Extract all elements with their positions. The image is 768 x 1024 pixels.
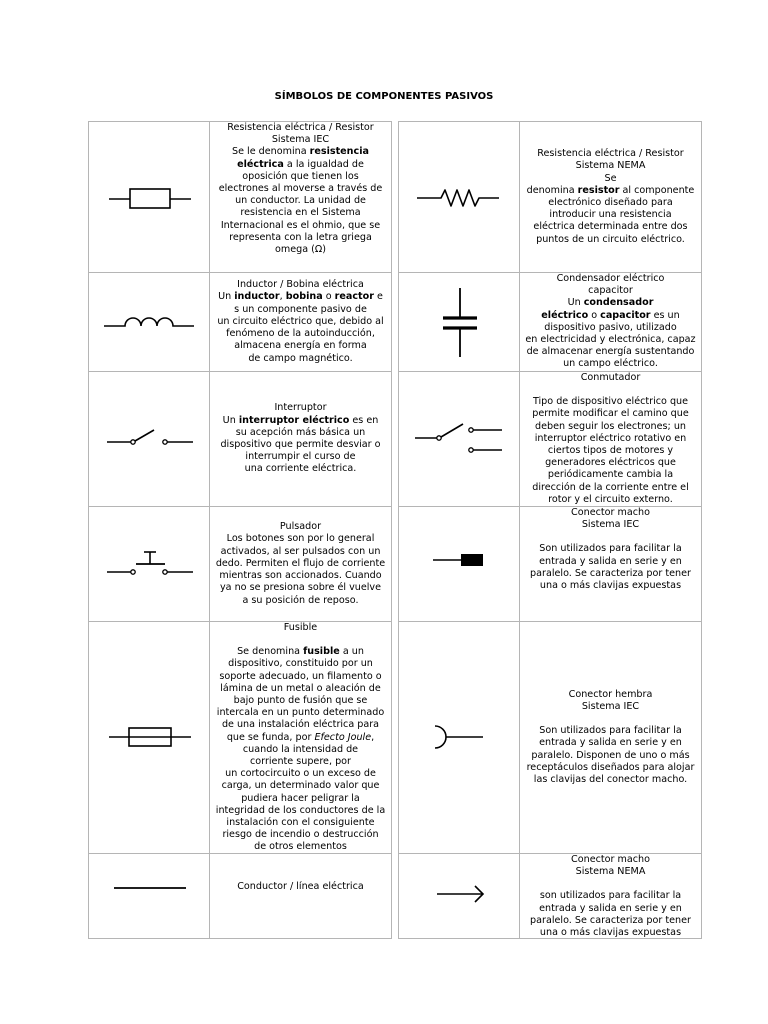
text-run: fenómeno de la autoinducción, xyxy=(226,328,375,340)
text-run: Sistema IEC xyxy=(581,519,640,531)
text-run: activados, al ser pulsados con un xyxy=(220,545,381,557)
text-run: receptáculos diseñados para alojar xyxy=(526,761,695,773)
text-line xyxy=(522,185,699,197)
text-run: puntos de un circuito eléctrico. xyxy=(536,233,685,245)
text-line xyxy=(212,671,389,683)
text-line xyxy=(212,707,389,719)
text-run: Conector macho xyxy=(571,507,650,518)
text-run: Son utilizados para facilitar la xyxy=(539,543,682,555)
text-line xyxy=(522,148,699,160)
table-row xyxy=(89,622,391,854)
text-line xyxy=(212,732,389,744)
text-line xyxy=(212,582,389,594)
text-run: Un xyxy=(218,291,235,303)
text-line xyxy=(522,358,699,370)
text-run: entrada y salida en serie y en xyxy=(539,902,682,914)
text-run: las clavijas del conector macho. xyxy=(533,774,688,785)
text-run: , xyxy=(279,291,286,303)
text-line xyxy=(522,519,699,531)
text-line xyxy=(212,768,389,780)
desc-inductor xyxy=(210,273,391,371)
text-line xyxy=(212,756,389,768)
text-line xyxy=(522,580,699,592)
text-run: entrada y salida en serie y en xyxy=(539,555,682,567)
text-line xyxy=(522,482,699,494)
text-run: capacitor xyxy=(588,285,633,297)
text-line xyxy=(522,445,699,457)
text-run: Efecto Joule xyxy=(314,731,372,743)
text-line xyxy=(212,719,389,731)
text-run: una corriente eléctrica. xyxy=(244,463,357,475)
conductor-line-icon xyxy=(89,854,210,938)
male-connector-nema-icon xyxy=(399,854,520,938)
text-line xyxy=(522,173,699,185)
bold-term: inductor xyxy=(234,291,280,303)
desc-fusible xyxy=(210,622,391,853)
push-button-icon xyxy=(89,507,210,621)
text-line xyxy=(212,841,389,853)
text-line xyxy=(212,805,389,817)
text-run: generadores eléctricos que xyxy=(545,457,676,469)
text-line xyxy=(522,701,699,713)
text-run: introducir una resistencia xyxy=(549,209,672,221)
text-line xyxy=(522,866,699,878)
bold-term: eléctrico xyxy=(541,309,589,321)
text-run: , xyxy=(371,731,375,743)
text-line xyxy=(522,878,699,890)
text-run: Inductor / Bobina eléctrica xyxy=(237,279,364,291)
page-title: SÍMBOLOS DE COMPONENTES PASIVOS xyxy=(274,91,494,102)
text-run: e xyxy=(373,291,383,303)
bold-term: condensador xyxy=(583,297,654,309)
text-line xyxy=(212,521,389,533)
bold-term: bobina xyxy=(285,291,323,303)
table-row xyxy=(399,622,701,854)
text-run: electrones al moverse a través de xyxy=(218,183,383,195)
text-line xyxy=(212,439,389,451)
text-run: una o más clavijas expuestas xyxy=(539,580,682,592)
desc-pulsador xyxy=(210,507,391,621)
text-run: Resistencia eléctrica / Resistor xyxy=(227,122,374,133)
text-run: dispositivo que permite desviar o xyxy=(220,439,381,450)
table-row xyxy=(89,122,391,273)
text-run: Sistema IEC xyxy=(271,134,330,146)
text-line xyxy=(212,353,389,365)
text-line xyxy=(212,340,389,352)
text-run: es en xyxy=(349,414,379,426)
text-run: un circuito eléctrico que, debido al xyxy=(217,315,384,327)
text-line xyxy=(212,451,389,463)
text-run: Interruptor xyxy=(274,402,327,414)
table-row xyxy=(89,273,391,372)
text-run: dedo. Permiten el flujo de corriente xyxy=(215,557,386,569)
text-run: Se xyxy=(604,172,617,184)
text-run: periódicamente cambia la xyxy=(547,469,674,481)
text-run: Condensador eléctrico xyxy=(556,273,665,284)
text-run: riesgo de incendio o destrucción xyxy=(222,829,379,841)
text-line xyxy=(212,570,389,582)
text-line xyxy=(212,402,389,414)
text-run: electrónico diseñado para xyxy=(548,197,673,208)
text-run: Conector hembra xyxy=(568,688,653,700)
text-line xyxy=(522,915,699,927)
text-run: dispositivo, constituido por un xyxy=(228,658,373,670)
text-run: Un xyxy=(567,297,584,309)
text-line xyxy=(212,683,389,695)
text-run: ciertos tipos de motores y xyxy=(547,445,674,457)
resistor-nema-icon xyxy=(399,122,520,272)
text-run: de una instalación eléctrica para xyxy=(221,719,380,731)
text-run: dispositivo pasivo, utilizado xyxy=(544,321,677,333)
text-line xyxy=(212,207,389,219)
text-run: integridad de los conductores de la xyxy=(215,804,386,816)
text-line xyxy=(522,774,699,786)
text-run: a la igualdad de xyxy=(283,158,364,170)
text-line xyxy=(522,762,699,774)
text-line xyxy=(212,159,389,171)
table-row xyxy=(399,507,701,622)
text-run: Fusible xyxy=(283,622,318,633)
text-line xyxy=(212,279,389,291)
text-run: dirección de la corriente entre el xyxy=(532,481,689,493)
bold-term: resistor xyxy=(577,184,620,196)
text-line xyxy=(522,285,699,297)
table-row xyxy=(399,273,701,372)
text-run: un campo eléctrico. xyxy=(563,358,658,370)
text-run: de campo magnético. xyxy=(248,352,353,364)
text-line xyxy=(522,713,699,725)
text-line xyxy=(522,689,699,701)
female-connector-iec-icon xyxy=(399,622,520,853)
switch-icon xyxy=(89,372,210,506)
text-line xyxy=(212,122,389,134)
text-line xyxy=(522,384,699,396)
text-line xyxy=(522,531,699,543)
resistor-iec-icon xyxy=(89,122,210,272)
text-run: son utilizados para facilitar la xyxy=(539,890,682,902)
text-run: Tipo de dispositivo eléctrico que xyxy=(532,396,689,408)
text-run: su acepción más básica un xyxy=(235,426,366,438)
text-run: Pulsador xyxy=(279,521,322,533)
text-line xyxy=(522,543,699,555)
text-line xyxy=(212,415,389,427)
text-run: Conductor / línea eléctrica xyxy=(237,880,364,892)
text-line xyxy=(212,780,389,792)
text-line xyxy=(212,546,389,558)
text-run: Un xyxy=(222,414,239,426)
table-row xyxy=(399,372,701,507)
text-line xyxy=(522,221,699,233)
desc-resistor-iec xyxy=(210,122,391,272)
text-run: s un componente pasivo de xyxy=(234,303,367,315)
left-symbols-table xyxy=(88,121,392,939)
desc-condensador xyxy=(520,273,701,371)
text-run: paralelo. Disponen de uno o más xyxy=(531,749,690,761)
text-line xyxy=(522,494,699,506)
desc-conector-hembra-iec xyxy=(520,622,701,853)
text-run: interruptor eléctrico rotativo en xyxy=(534,432,687,444)
desc-interruptor xyxy=(210,372,391,506)
text-run: Internacional es el ohmio, que se xyxy=(220,219,381,231)
text-run: carga, un determinado valor que xyxy=(221,780,380,792)
desc-resistor-nema xyxy=(520,122,701,272)
text-line xyxy=(212,695,389,707)
text-line xyxy=(522,322,699,334)
text-line xyxy=(212,533,389,545)
text-run: interrumpir el curso de xyxy=(245,451,356,463)
text-line xyxy=(212,244,389,256)
text-run: Conector macho xyxy=(571,854,650,865)
text-line xyxy=(212,817,389,829)
text-line xyxy=(522,421,699,433)
bold-term: fusible xyxy=(303,646,340,658)
text-run: Se le denomina xyxy=(232,146,310,158)
desc-conector-macho-nema xyxy=(520,854,701,938)
text-line xyxy=(522,396,699,408)
text-run: denomina xyxy=(526,184,578,196)
text-run: Los botones son por lo general xyxy=(226,533,375,545)
fuse-icon xyxy=(89,622,210,853)
text-run: eléctrica determinada entre dos xyxy=(533,221,688,233)
text-run: Conmutador xyxy=(580,372,641,383)
text-line xyxy=(212,744,389,756)
text-line xyxy=(212,316,389,328)
text-run: rotor y el circuito externo. xyxy=(548,493,673,505)
text-line xyxy=(522,927,699,939)
text-run: entrada y salida en serie y en xyxy=(539,737,682,749)
text-run: paralelo. Se caracteriza por tener xyxy=(530,567,691,579)
text-line xyxy=(522,568,699,580)
text-run: paralelo. Se caracteriza por tener xyxy=(530,914,691,926)
text-line xyxy=(212,183,389,195)
text-run: soporte adecuado, un filamento o xyxy=(219,670,382,682)
text-line xyxy=(522,310,699,322)
text-run: un conductor. La unidad de xyxy=(235,195,366,207)
right-symbols-table xyxy=(398,121,702,939)
text-line xyxy=(522,297,699,309)
capacitor-icon xyxy=(399,273,520,371)
text-line xyxy=(212,134,389,146)
text-line xyxy=(212,328,389,340)
table-row xyxy=(89,854,391,938)
text-line xyxy=(522,750,699,762)
text-line xyxy=(522,507,699,519)
text-run: intercala en un punto determinado xyxy=(216,707,385,719)
male-connector-iec-icon xyxy=(399,507,520,621)
text-line xyxy=(212,427,389,439)
text-run: Resistencia eléctrica / Resistor xyxy=(537,148,684,160)
text-run: ya no se presiona sobre él vuelve xyxy=(220,582,381,594)
text-line xyxy=(522,457,699,469)
text-run: a su posición de reposo. xyxy=(242,594,359,606)
text-run: instalación con el consiguiente xyxy=(226,817,375,829)
text-run: permite modificar el camino que xyxy=(532,408,689,420)
text-line xyxy=(522,854,699,866)
inductor-icon xyxy=(89,273,210,371)
text-line xyxy=(212,793,389,805)
text-run: resistencia en el Sistema xyxy=(240,207,361,219)
text-run: cuando la intensidad de xyxy=(242,743,359,755)
text-line xyxy=(522,903,699,915)
bold-term: interruptor eléctrico xyxy=(238,414,350,426)
desc-conductor xyxy=(210,854,391,938)
text-line xyxy=(522,890,699,902)
text-run: Sistema NEMA xyxy=(575,866,646,878)
bold-term: resistencia xyxy=(309,146,369,158)
text-line xyxy=(522,234,699,246)
text-run: de otros elementos xyxy=(254,841,347,853)
text-line xyxy=(212,291,389,303)
text-run: o xyxy=(322,291,335,303)
text-run: representa con la letra griega xyxy=(229,231,372,243)
text-run: que se funda, por xyxy=(226,731,315,743)
text-run: Sistema IEC xyxy=(581,700,640,712)
text-run: lámina de un metal o aleación de xyxy=(220,682,381,694)
text-line xyxy=(212,171,389,183)
text-line xyxy=(212,595,389,607)
text-run: deben seguir los electrones; un xyxy=(535,420,686,432)
text-line xyxy=(522,737,699,749)
changeover-switch-icon xyxy=(399,372,520,506)
text-line xyxy=(212,146,389,158)
text-line xyxy=(522,372,699,384)
text-run: Son utilizados para facilitar la xyxy=(539,725,682,737)
text-line xyxy=(212,829,389,841)
text-line xyxy=(212,646,389,658)
text-line xyxy=(522,408,699,420)
text-line xyxy=(522,725,699,737)
desc-conmutador xyxy=(520,372,701,506)
table-row xyxy=(89,372,391,507)
text-line xyxy=(212,658,389,670)
text-line xyxy=(522,197,699,209)
text-line xyxy=(522,273,699,285)
text-line xyxy=(212,881,389,893)
table-row xyxy=(89,507,391,622)
desc-conector-macho-iec xyxy=(520,507,701,621)
text-line xyxy=(212,232,389,244)
text-run: de almacenar energía sustentando xyxy=(526,346,695,358)
table-row xyxy=(399,122,701,273)
text-run: almacena energía en forma xyxy=(234,340,367,352)
bold-term: eléctrica xyxy=(237,158,284,170)
table-row xyxy=(399,854,701,938)
text-run: bajo punto de fusión que se xyxy=(233,695,368,707)
text-run: omega (Ω) xyxy=(275,244,326,256)
bold-term: reactor xyxy=(334,291,374,303)
text-run: una o más clavijas expuestas xyxy=(539,927,682,939)
text-line xyxy=(212,622,389,634)
bold-term: capacitor xyxy=(600,309,651,321)
text-line xyxy=(212,634,389,646)
text-line xyxy=(212,558,389,570)
text-run: corriente supere, por xyxy=(250,756,351,768)
text-line xyxy=(522,469,699,481)
text-line xyxy=(522,346,699,358)
text-line xyxy=(212,220,389,232)
text-line xyxy=(522,160,699,172)
text-run: un cortocircuito o un exceso de xyxy=(225,768,376,780)
text-run: pudiera hacer peligrar la xyxy=(241,792,360,804)
text-run: o xyxy=(588,309,601,321)
text-line xyxy=(212,195,389,207)
text-run: Se denomina xyxy=(237,646,304,658)
text-line xyxy=(522,556,699,568)
text-run: oposición que tienen los xyxy=(242,170,359,182)
text-run: Sistema NEMA xyxy=(575,160,646,172)
text-run: mientras son accionados. Cuando xyxy=(219,570,382,582)
text-run: en electricidad y electrónica, capaz xyxy=(525,334,696,346)
text-line xyxy=(212,304,389,316)
text-line xyxy=(522,334,699,346)
text-run: a un xyxy=(339,646,364,658)
text-line xyxy=(522,433,699,445)
text-run: al componente xyxy=(619,184,695,196)
text-line xyxy=(522,209,699,221)
text-run: es un xyxy=(650,309,680,321)
text-line xyxy=(212,463,389,475)
